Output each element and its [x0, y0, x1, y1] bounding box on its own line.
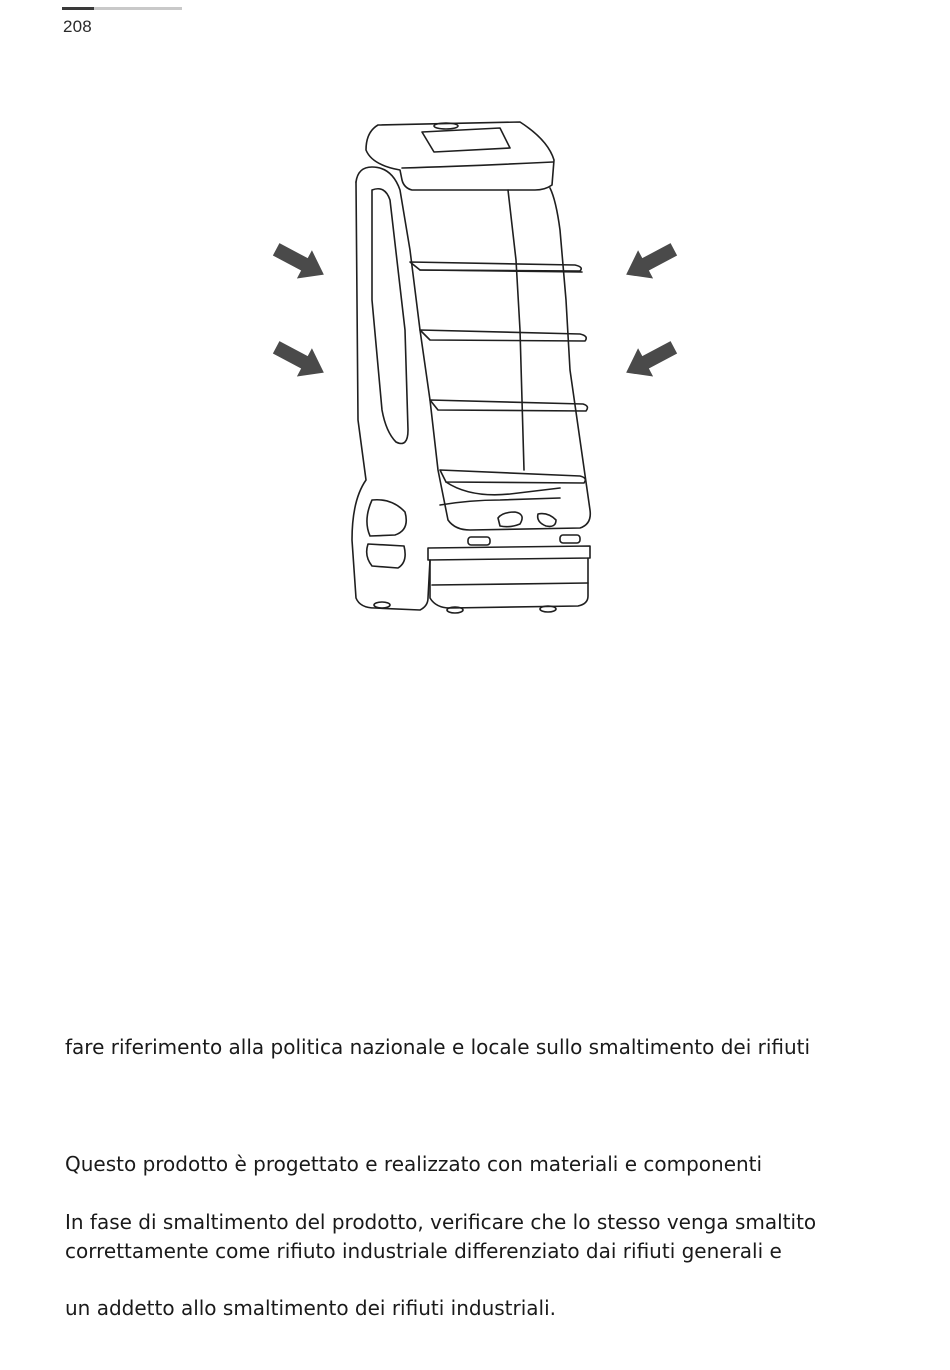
robot-illustration	[262, 110, 692, 630]
arrow-right-bottom	[619, 333, 682, 387]
robot-body	[352, 167, 590, 613]
arrow-right-top	[619, 235, 682, 289]
product-materials-text: Questo prodotto è progettato e realizzato con materiali e componenti	[65, 1152, 763, 1176]
header-progress-accent	[62, 7, 94, 10]
disposal-check-line-2: correttamente come rifiuto industriale differenziato dai rifiuti generali e	[65, 1239, 782, 1263]
disposal-check-line-1: In fase di smaltimento del prodotto, verificare che lo stesso venga smaltito	[65, 1210, 817, 1234]
arrow-left-bottom	[269, 333, 332, 387]
arrow-left-top	[269, 235, 332, 289]
industrial-waste-operator-text: un addetto allo smaltimento dei rifiuti industriali.	[65, 1296, 557, 1320]
ventilation-arrows	[269, 235, 682, 387]
page-number: 208	[63, 17, 92, 36]
disposal-reference-text: fare riferimento alla politica nazionale e locale sullo smaltimento dei rifiuti	[65, 1035, 811, 1059]
